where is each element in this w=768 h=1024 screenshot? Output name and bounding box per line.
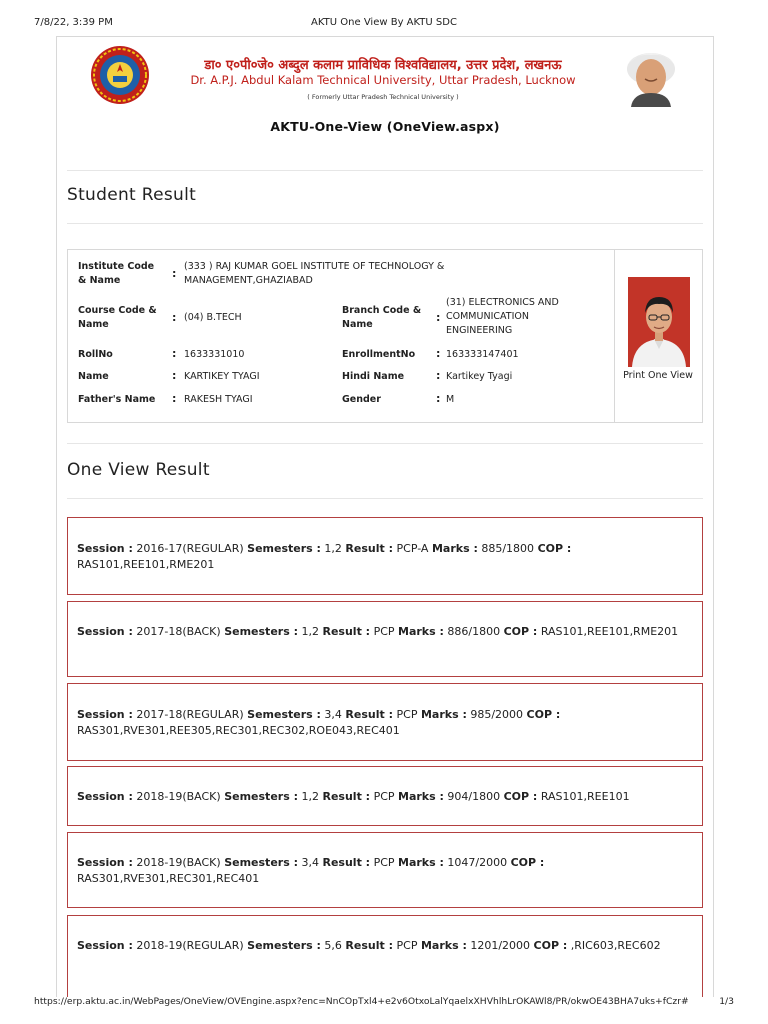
session-label: Session : xyxy=(77,542,133,555)
session-value: 2018-19(REGULAR) xyxy=(136,939,244,952)
enrollment-label: EnrollmentNo xyxy=(342,349,416,360)
colon: : xyxy=(172,369,177,382)
result-card xyxy=(67,683,703,761)
semesters-label: Semesters : xyxy=(247,708,321,721)
result-text xyxy=(77,789,692,805)
semesters-value: 1,2 xyxy=(324,542,342,555)
colon: : xyxy=(436,392,441,405)
student-photo-panel xyxy=(614,250,702,422)
colon: : xyxy=(436,369,441,382)
print-url: https://erp.aktu.ac.in/WebPages/OneView/OVEngine.aspx?enc=NnCOpTxl4+e2v6OtxoLalYqaelxXHVhlhLrOKAWl8/PR/okwOE43BHA7uks+fCzr# xyxy=(34,996,689,1007)
father-name-label: Father's Name xyxy=(78,394,156,405)
semesters-value: 3,4 xyxy=(301,856,319,869)
result-text xyxy=(77,707,692,739)
university-banner xyxy=(57,37,713,147)
result-label: Result : xyxy=(345,939,393,952)
hindi-name-label: Hindi Name xyxy=(342,371,405,382)
gender-label: Gender xyxy=(342,394,381,405)
session-label: Session : xyxy=(77,790,133,803)
result-value: PCP xyxy=(373,790,395,803)
semesters-value: 1,2 xyxy=(301,790,319,803)
institute-value: (333 ) RAJ KUMAR GOEL INSTITUTE OF TECHNOLOGY & MANAGEMENT,GHAZIABAD xyxy=(184,261,445,286)
result-card xyxy=(67,601,703,677)
session-value: 2016-17(REGULAR) xyxy=(136,542,244,555)
university-former-name: ( Formerly Uttar Pradesh Technical University ) xyxy=(307,93,459,101)
cop-label: COP : xyxy=(537,542,572,555)
session-label: Session : xyxy=(77,856,133,869)
session-value: 2017-18(BACK) xyxy=(136,625,221,638)
page-heading: AKTU-One-View (OneView.aspx) xyxy=(270,119,500,134)
divider xyxy=(67,498,703,499)
result-card xyxy=(67,517,703,595)
university-name-hindi: डा० ए०पी०जे० अब्दुल कलाम प्राविधिक विश्वविद्यालय, उत्तर प्रदेश, लखनऊ xyxy=(204,58,562,73)
result-value: PCP xyxy=(373,625,395,638)
cop-value: RAS101,REE101,RME201 xyxy=(540,625,679,638)
cop-label: COP : xyxy=(503,790,538,803)
colon: : xyxy=(172,267,177,280)
student-result-title: Student Result xyxy=(67,185,197,205)
marks-label: Marks : xyxy=(420,708,467,721)
gender-value: M xyxy=(446,394,455,405)
rollno-label: RollNo xyxy=(78,349,113,360)
hindi-name-value: Kartikey Tyagi xyxy=(446,371,513,382)
marks-value: 1047/2000 xyxy=(447,856,508,869)
result-label: Result : xyxy=(322,856,371,869)
marks-label: Marks : xyxy=(398,790,444,803)
university-name-english: Dr. A.P.J. Abdul Kalam Technical University, Uttar Pradesh, Lucknow xyxy=(190,73,576,87)
semesters-label: Semesters : xyxy=(224,790,298,803)
marks-value: 1201/2000 xyxy=(470,939,531,952)
semesters-label: Semesters : xyxy=(224,625,298,638)
session-value: 2018-19(BACK) xyxy=(136,790,221,803)
branch-value: (31) ELECTRONICS AND COMMUNICATION ENGINEERING xyxy=(446,297,559,336)
university-seal-icon xyxy=(90,45,150,105)
student-info-panel xyxy=(67,249,703,423)
print-one-view-link[interactable]: Print One View xyxy=(623,370,693,381)
cop-value: RAS301,RVE301,REC301,REC401 xyxy=(77,872,260,885)
father-name-value: RAKESH TYAGI xyxy=(184,394,253,405)
divider xyxy=(67,170,703,171)
semesters-label: Semesters : xyxy=(247,939,321,952)
result-text xyxy=(77,541,692,573)
enrollment-value: 163333147401 xyxy=(446,349,519,360)
result-value: PCP xyxy=(373,856,395,869)
divider xyxy=(67,223,703,224)
cop-value: ,RIC603,REC602 xyxy=(570,939,661,952)
result-card xyxy=(67,915,703,997)
result-text xyxy=(77,855,692,887)
course-value: (04) B.TECH xyxy=(184,312,242,323)
colon: : xyxy=(436,311,441,324)
session-value: 2017-18(REGULAR) xyxy=(136,708,244,721)
result-label: Result : xyxy=(345,542,393,555)
name-value: KARTIKEY TYAGI xyxy=(184,371,260,382)
cop-label: COP : xyxy=(533,939,568,952)
marks-label: Marks : xyxy=(431,542,478,555)
marks-label: Marks : xyxy=(420,939,467,952)
print-page-number: 1/3 xyxy=(719,996,734,1007)
semesters-label: Semesters : xyxy=(247,542,321,555)
cop-value: RAS101,REE101,RME201 xyxy=(77,558,215,571)
colon: : xyxy=(172,392,177,405)
cop-label: COP : xyxy=(510,856,545,869)
print-header xyxy=(0,0,768,36)
semesters-value: 5,6 xyxy=(324,939,342,952)
result-card xyxy=(67,766,703,826)
institute-label: Institute Code & Name xyxy=(78,261,155,286)
print-title: AKTU One View By AKTU SDC xyxy=(311,17,457,28)
session-value: 2018-19(BACK) xyxy=(136,856,221,869)
marks-label: Marks : xyxy=(398,856,444,869)
divider xyxy=(67,443,703,444)
kalam-portrait-icon xyxy=(613,43,689,107)
print-footer xyxy=(0,992,768,1016)
session-label: Session : xyxy=(77,708,133,721)
result-label: Result : xyxy=(322,790,371,803)
marks-value: 904/1800 xyxy=(447,790,501,803)
session-label: Session : xyxy=(77,939,133,952)
result-value: PCP xyxy=(396,708,418,721)
cop-label: COP : xyxy=(503,625,538,638)
result-text xyxy=(77,624,692,640)
name-label: Name xyxy=(78,371,109,382)
cop-value: RAS101,REE101 xyxy=(540,790,630,803)
print-date: 7/8/22, 3:39 PM xyxy=(34,17,113,28)
semesters-value: 3,4 xyxy=(324,708,342,721)
cop-value: RAS301,RVE301,REE305,REC301,REC302,ROE043,REC401 xyxy=(77,724,400,737)
result-card xyxy=(67,832,703,908)
colon: : xyxy=(172,347,177,360)
semesters-label: Semesters : xyxy=(224,856,298,869)
result-value: PCP-A xyxy=(396,542,429,555)
marks-value: 885/1800 xyxy=(481,542,535,555)
student-photo-icon xyxy=(628,277,690,367)
marks-value: 886/1800 xyxy=(447,625,501,638)
cop-label: COP : xyxy=(526,708,561,721)
colon: : xyxy=(172,311,177,324)
rollno-value: 1633331010 xyxy=(184,349,245,360)
course-label: Course Code & Name xyxy=(78,305,157,330)
marks-value: 985/2000 xyxy=(470,708,524,721)
branch-label: Branch Code & Name xyxy=(342,305,422,330)
page-frame xyxy=(56,36,714,997)
colon: : xyxy=(436,347,441,360)
session-label: Session : xyxy=(77,625,133,638)
student-info-grid xyxy=(68,250,615,422)
result-label: Result : xyxy=(345,708,393,721)
result-text xyxy=(77,938,692,954)
marks-label: Marks : xyxy=(398,625,444,638)
semesters-value: 1,2 xyxy=(301,625,319,638)
one-view-result-title: One View Result xyxy=(67,460,210,480)
result-value: PCP xyxy=(396,939,418,952)
result-label: Result : xyxy=(322,625,371,638)
